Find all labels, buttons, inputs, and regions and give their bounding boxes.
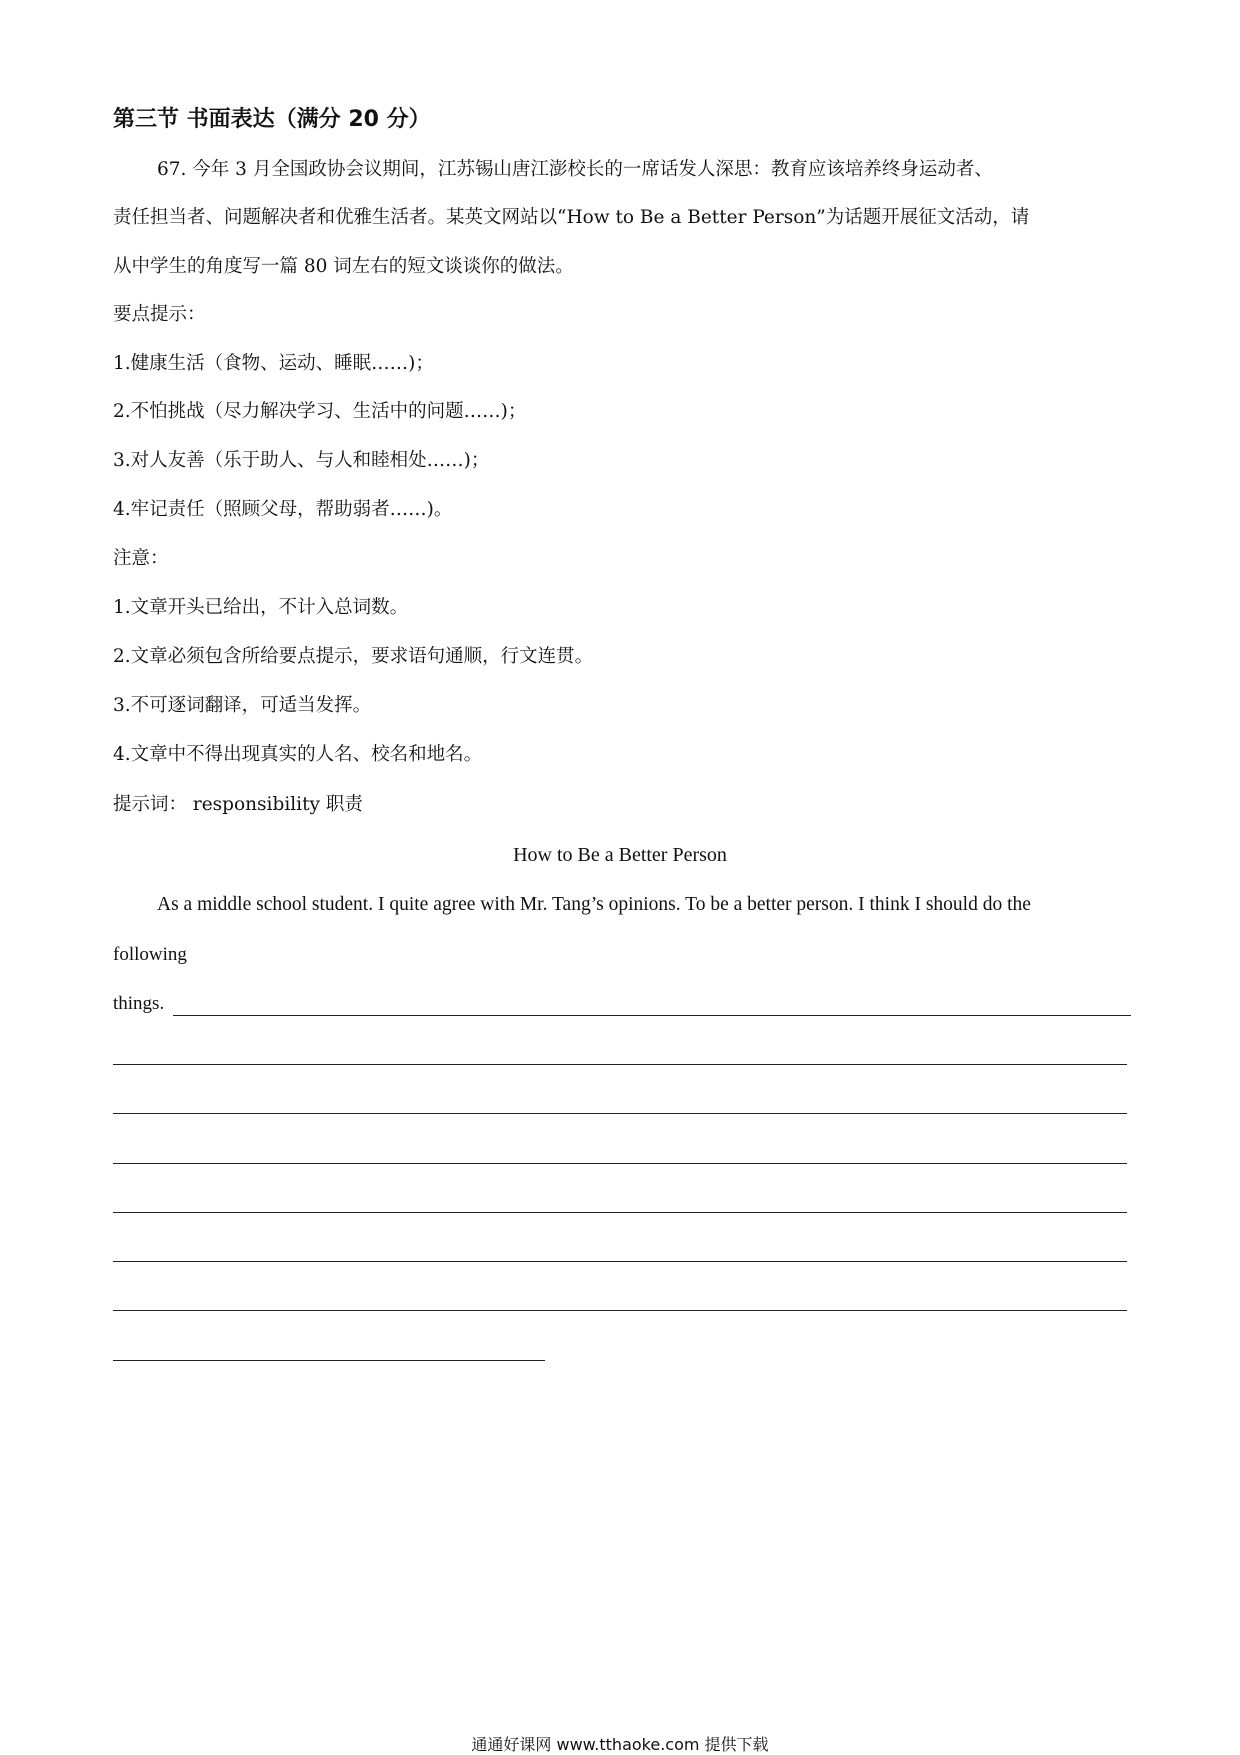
writing-line[interactable] [113,1261,1127,1262]
key-point-4: 4.牢记责任（照顾父母，帮助弱者……)。 [113,499,453,520]
writing-line-short[interactable] [113,1360,545,1361]
essay-opening-line-1: As a middle school student. I quite agree with Mr. Tang’s opinions. To be a better person. I think I should do the [157,894,1031,915]
key-point-1: 1.健康生活（食物、运动、睡眠……)； [113,353,434,374]
writing-line[interactable] [113,1310,1127,1311]
prompt-line-1: 67. 今年 3 月全国政协会议期间，江苏锡山唐江澎校长的一席话发人深思：教育应该培养终身运动者、 [157,159,993,180]
key-point-3: 3.对人友善（乐于助人、与人和睦相处……)； [113,450,490,471]
essay-opening-line-2: following [113,944,187,965]
essay-title: How to Be a Better Person [513,844,727,866]
note-3: 3.不可逐词翻译，可适当发挥。 [113,695,372,716]
key-points-label: 要点提示： [113,304,206,325]
note-1: 1.文章开头已给出，不计入总词数。 [113,597,409,618]
key-point-2: 2.不怕挑战（尽力解决学习、生活中的问题……)； [113,401,527,422]
writing-line[interactable] [113,1113,1127,1114]
writing-line[interactable] [113,1064,1127,1065]
prompt-line-2: 责任担当者、问题解决者和优雅生活者。某英文网站以“How to Be a Better Person”为话题开展征文活动，请 [113,207,1030,228]
notes-label: 注意： [113,548,169,569]
writing-line[interactable] [113,1163,1127,1164]
note-2: 2.文章必须包含所给要点提示，要求语句通顺，行文连贯。 [113,646,594,667]
note-4: 4.文章中不得出现真实的人名、校名和地名。 [113,744,483,765]
essay-opening-line-3: things. [113,993,165,1014]
section-heading: 第三节 书面表达（满分 20 分） [113,107,431,132]
hint-word: 提示词： responsibility 职责 [113,794,363,815]
footer-watermark: 通通好课网 www.tthaoke.com 提供下载 [471,1735,769,1754]
writing-line[interactable] [113,1212,1127,1213]
writing-line[interactable] [173,1015,1131,1016]
prompt-line-3: 从中学生的角度写一篇 80 词左右的短文谈谈你的做法。 [113,256,574,277]
